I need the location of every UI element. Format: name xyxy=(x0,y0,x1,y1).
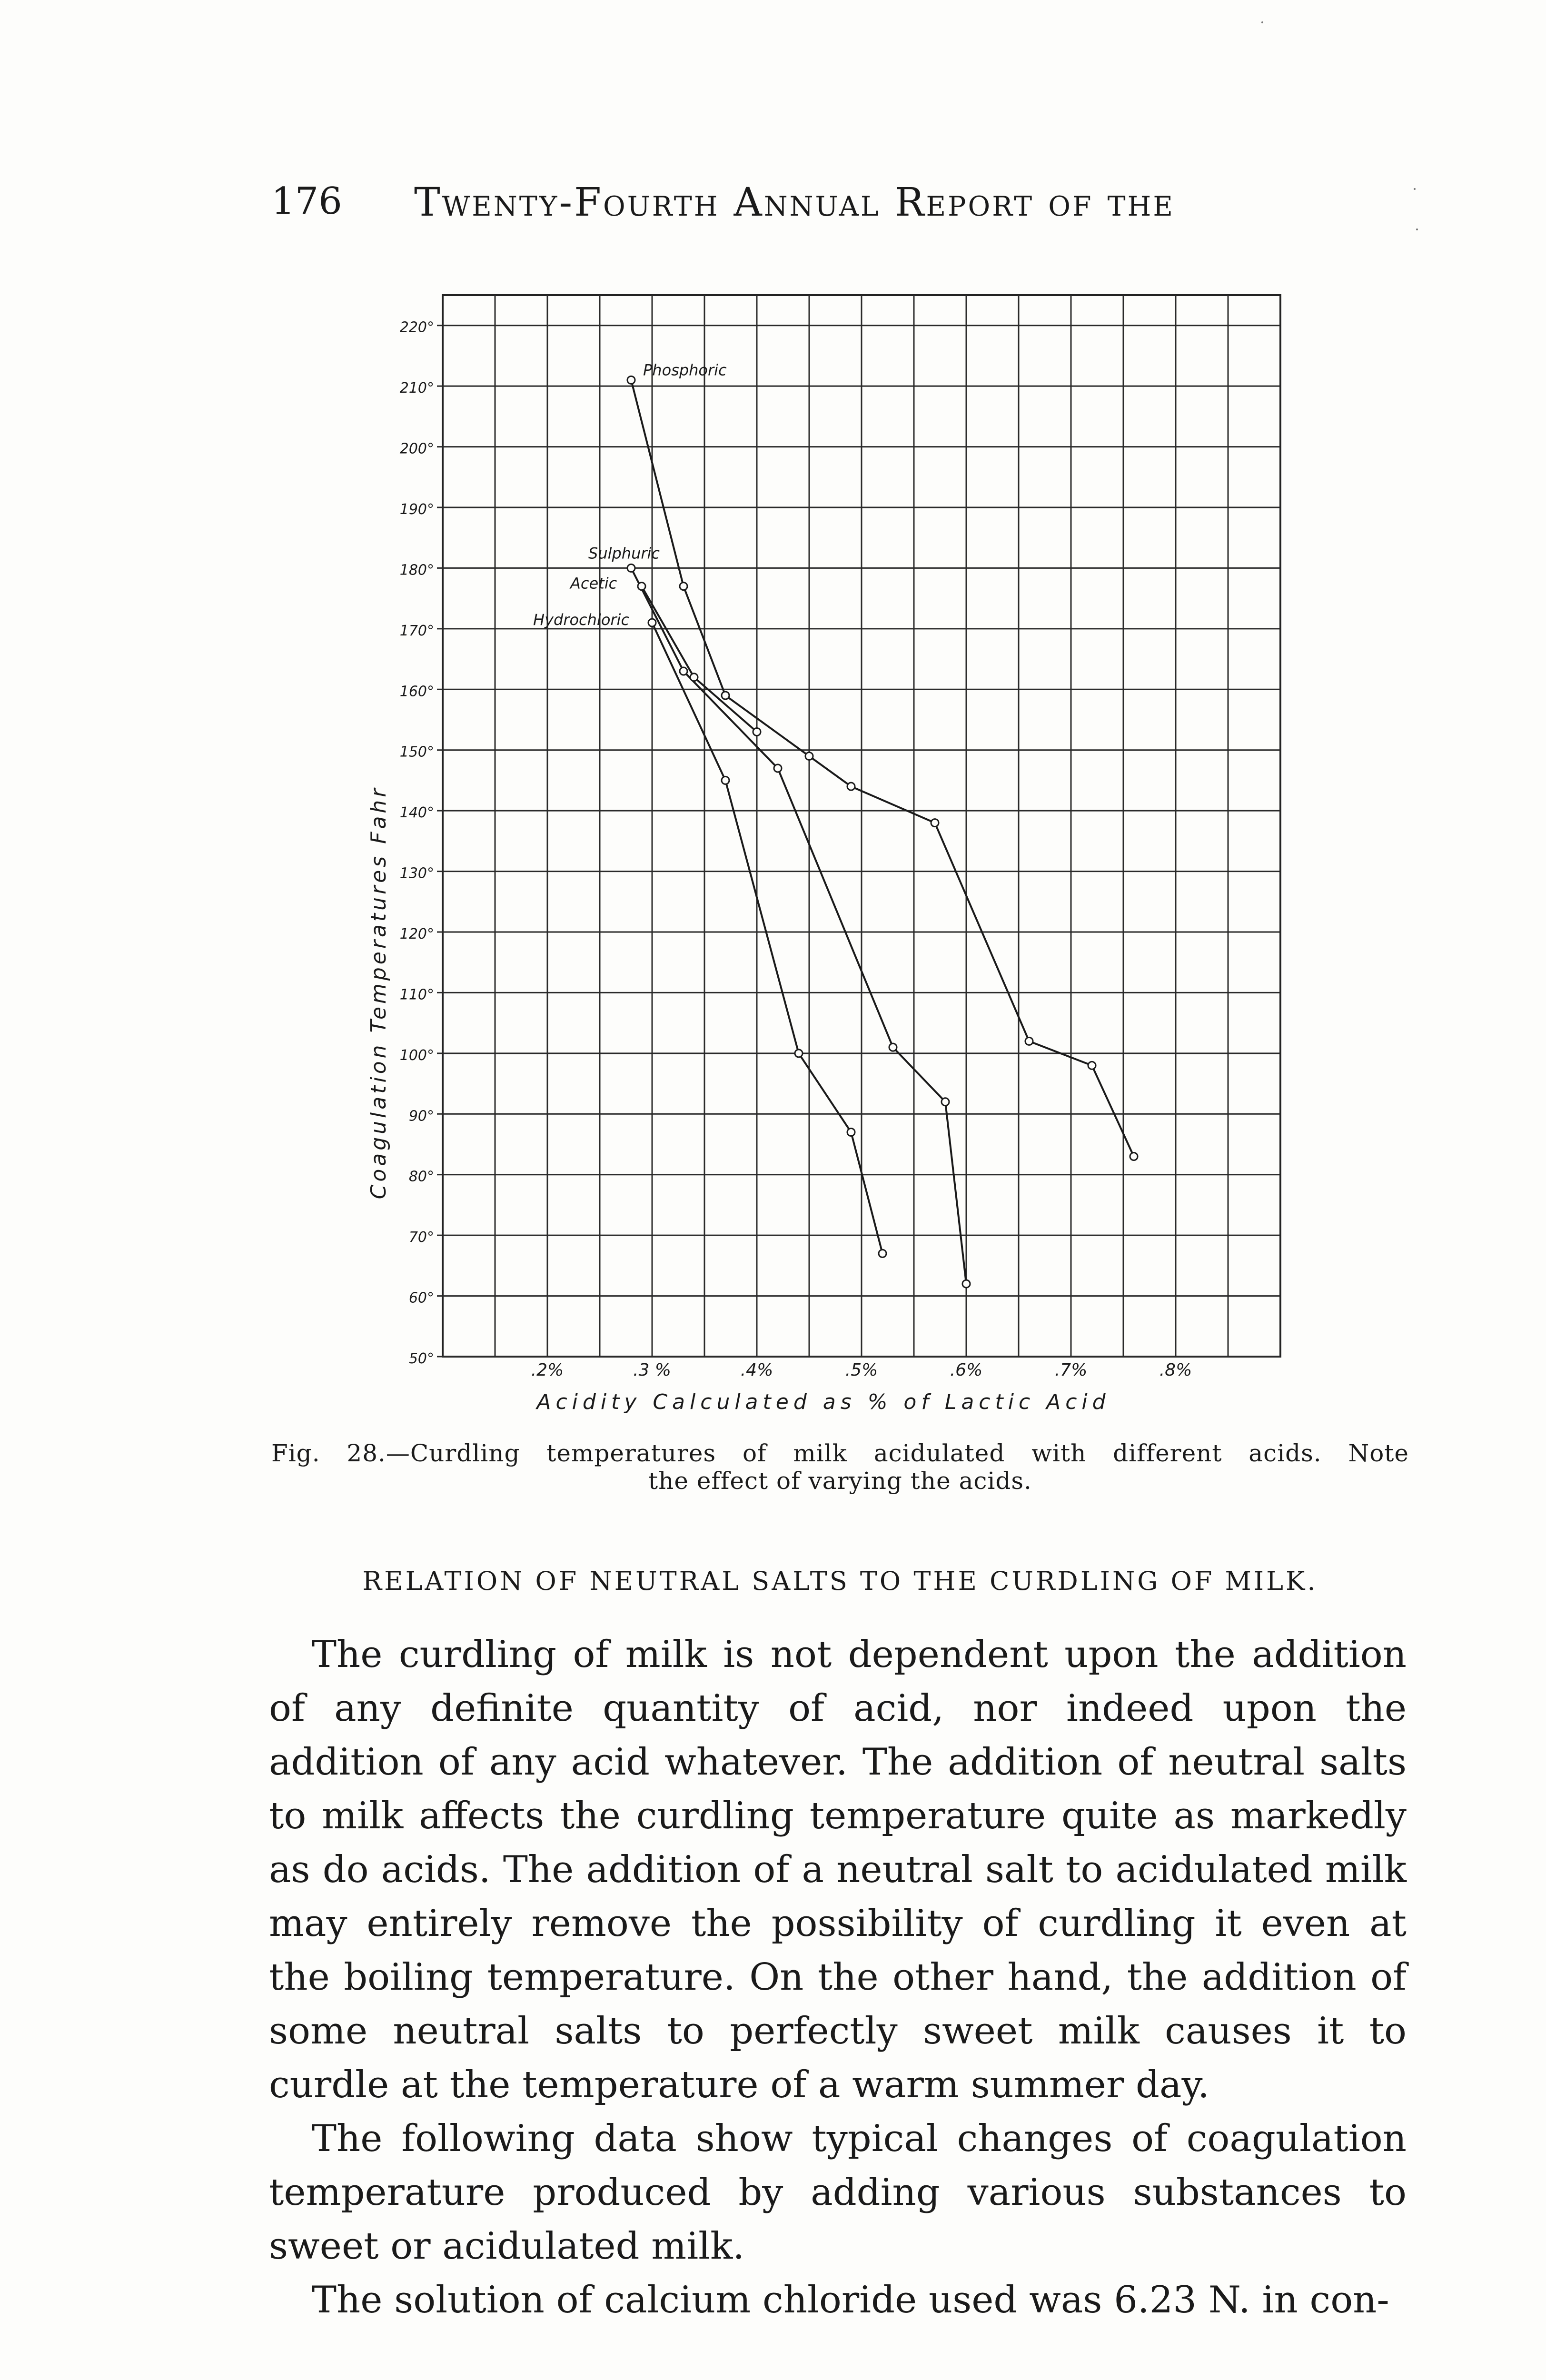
scan-speck xyxy=(1414,188,1416,190)
chart-y-tick-label: 180° xyxy=(399,562,434,579)
series-label-sulphuric: Sulphuric xyxy=(588,544,660,563)
data-point-sulphuric xyxy=(941,1098,949,1106)
chart-x-tick-label: .8% xyxy=(1159,1360,1192,1380)
chart-x-tick-label: .7% xyxy=(1054,1360,1088,1380)
data-point-sulphuric xyxy=(627,564,635,572)
chart-y-tick-label: 160° xyxy=(399,683,434,700)
series-label-phosphoric: Phosphoric xyxy=(643,361,727,379)
body-text xyxy=(269,1628,1407,2327)
data-point-phosphoric xyxy=(680,583,687,590)
data-point-phosphoric xyxy=(805,752,813,760)
chart-x-tick-label: .5% xyxy=(845,1360,878,1380)
chart-series xyxy=(533,361,1138,1288)
figure-caption xyxy=(271,1440,1409,1495)
data-point-phosphoric xyxy=(722,692,729,699)
chart-y-tick-label: 90° xyxy=(408,1108,434,1125)
data-point-hydrochloric xyxy=(795,1050,803,1057)
chart-y-tick-label: 60° xyxy=(408,1289,434,1307)
caption-line-2: the effect of varying the acids. xyxy=(648,1467,1032,1495)
chart-x-tick-label: .4% xyxy=(740,1360,773,1380)
chart-y-tick-label: 140° xyxy=(399,804,434,822)
data-point-phosphoric xyxy=(1025,1037,1033,1045)
chart-ticks xyxy=(400,319,1192,1380)
chart-y-tick-label: 220° xyxy=(399,319,434,336)
data-point-phosphoric xyxy=(1130,1152,1138,1160)
data-point-phosphoric xyxy=(847,783,855,790)
data-point-phosphoric xyxy=(627,376,635,384)
data-point-acetic xyxy=(638,583,645,590)
data-point-sulphuric xyxy=(962,1280,970,1288)
chart-x-tick-label: .6% xyxy=(950,1360,983,1380)
chart-y-tick-label: 170° xyxy=(399,622,434,639)
chart-y-tick-label: 110° xyxy=(399,986,434,1003)
chart-x-axis-label: Acidity Calculated as % of Lactic Acid xyxy=(536,1390,1110,1414)
data-point-hydrochloric xyxy=(847,1129,855,1136)
page-number: 176 xyxy=(271,180,342,223)
data-point-hydrochloric xyxy=(722,776,729,784)
series-line-sulphuric xyxy=(631,568,966,1284)
chart-x-tick-label: .2% xyxy=(531,1360,564,1380)
paragraph-3: The solution of calcium chloride used was 6.23 N. in con- xyxy=(312,2279,1389,2321)
data-point-acetic xyxy=(753,728,761,735)
data-point-phosphoric xyxy=(931,819,939,827)
data-point-hydrochloric xyxy=(648,619,656,626)
chart-x-tick-label: .3 % xyxy=(633,1360,671,1380)
section-heading: RELATION OF NEUTRAL SALTS TO THE CURDLING OF MILK. xyxy=(362,1566,1318,1596)
chart-y-tick-label: 100° xyxy=(399,1047,434,1064)
chart-y-tick-label: 80° xyxy=(408,1168,434,1185)
series-line-acetic xyxy=(642,586,757,732)
chart-y-tick-label: 210° xyxy=(399,380,434,397)
chart-y-axis-label: Coagulation Temperatures Fahr xyxy=(367,785,391,1200)
data-point-sulphuric xyxy=(680,667,687,675)
chart-y-tick-label: 70° xyxy=(408,1229,434,1246)
chart-y-tick-label: 200° xyxy=(399,440,434,457)
series-line-phosphoric xyxy=(631,380,1134,1156)
running-title: Twenty-Fourth Annual Report of the xyxy=(414,180,1175,225)
data-point-acetic xyxy=(690,674,698,681)
coagulation-chart xyxy=(347,286,1418,1428)
chart-y-tick-label: 150° xyxy=(399,744,434,761)
data-point-hydrochloric xyxy=(879,1250,886,1257)
data-point-phosphoric xyxy=(1088,1061,1096,1069)
paragraph-1: The curdling of milk is not dependent upon the addition of any definite quantity of acid, nor indeed upon the addition of any acid whatever. The addition of neutral salts to milk affects the curdling temperature quite as markedly as do acids. The addition of a neutral salt to acidulated milk may entirely remove the possibility of curdling it even at the boiling temperature. On the other hand, the addition of some neutral salts to perfectly sweet milk causes it to curdle at the temperature of a warm summer day. xyxy=(269,1633,1407,2106)
page-header xyxy=(271,180,1271,232)
chart-y-tick-label: 50° xyxy=(408,1350,434,1367)
paragraph-2: The following data show typical changes of coagulation temperature produced by adding various substances to sweet or acidulated milk. xyxy=(269,2117,1407,2268)
scan-speck xyxy=(1261,21,1263,23)
series-label-hydrochloric: Hydrochloric xyxy=(533,611,630,629)
scan-speck xyxy=(1416,228,1418,230)
data-point-sulphuric xyxy=(889,1043,897,1051)
series-label-acetic: Acetic xyxy=(570,574,617,593)
chart-y-tick-label: 130° xyxy=(399,865,434,882)
chart-y-tick-label: 190° xyxy=(399,501,434,518)
caption-line-1: Fig. 28.—Curdling temperatures of milk acidulated with different acids. Note xyxy=(271,1439,1409,1467)
chart-grid xyxy=(437,295,1280,1357)
chart-y-tick-label: 120° xyxy=(399,926,434,942)
data-point-sulphuric xyxy=(774,764,782,772)
